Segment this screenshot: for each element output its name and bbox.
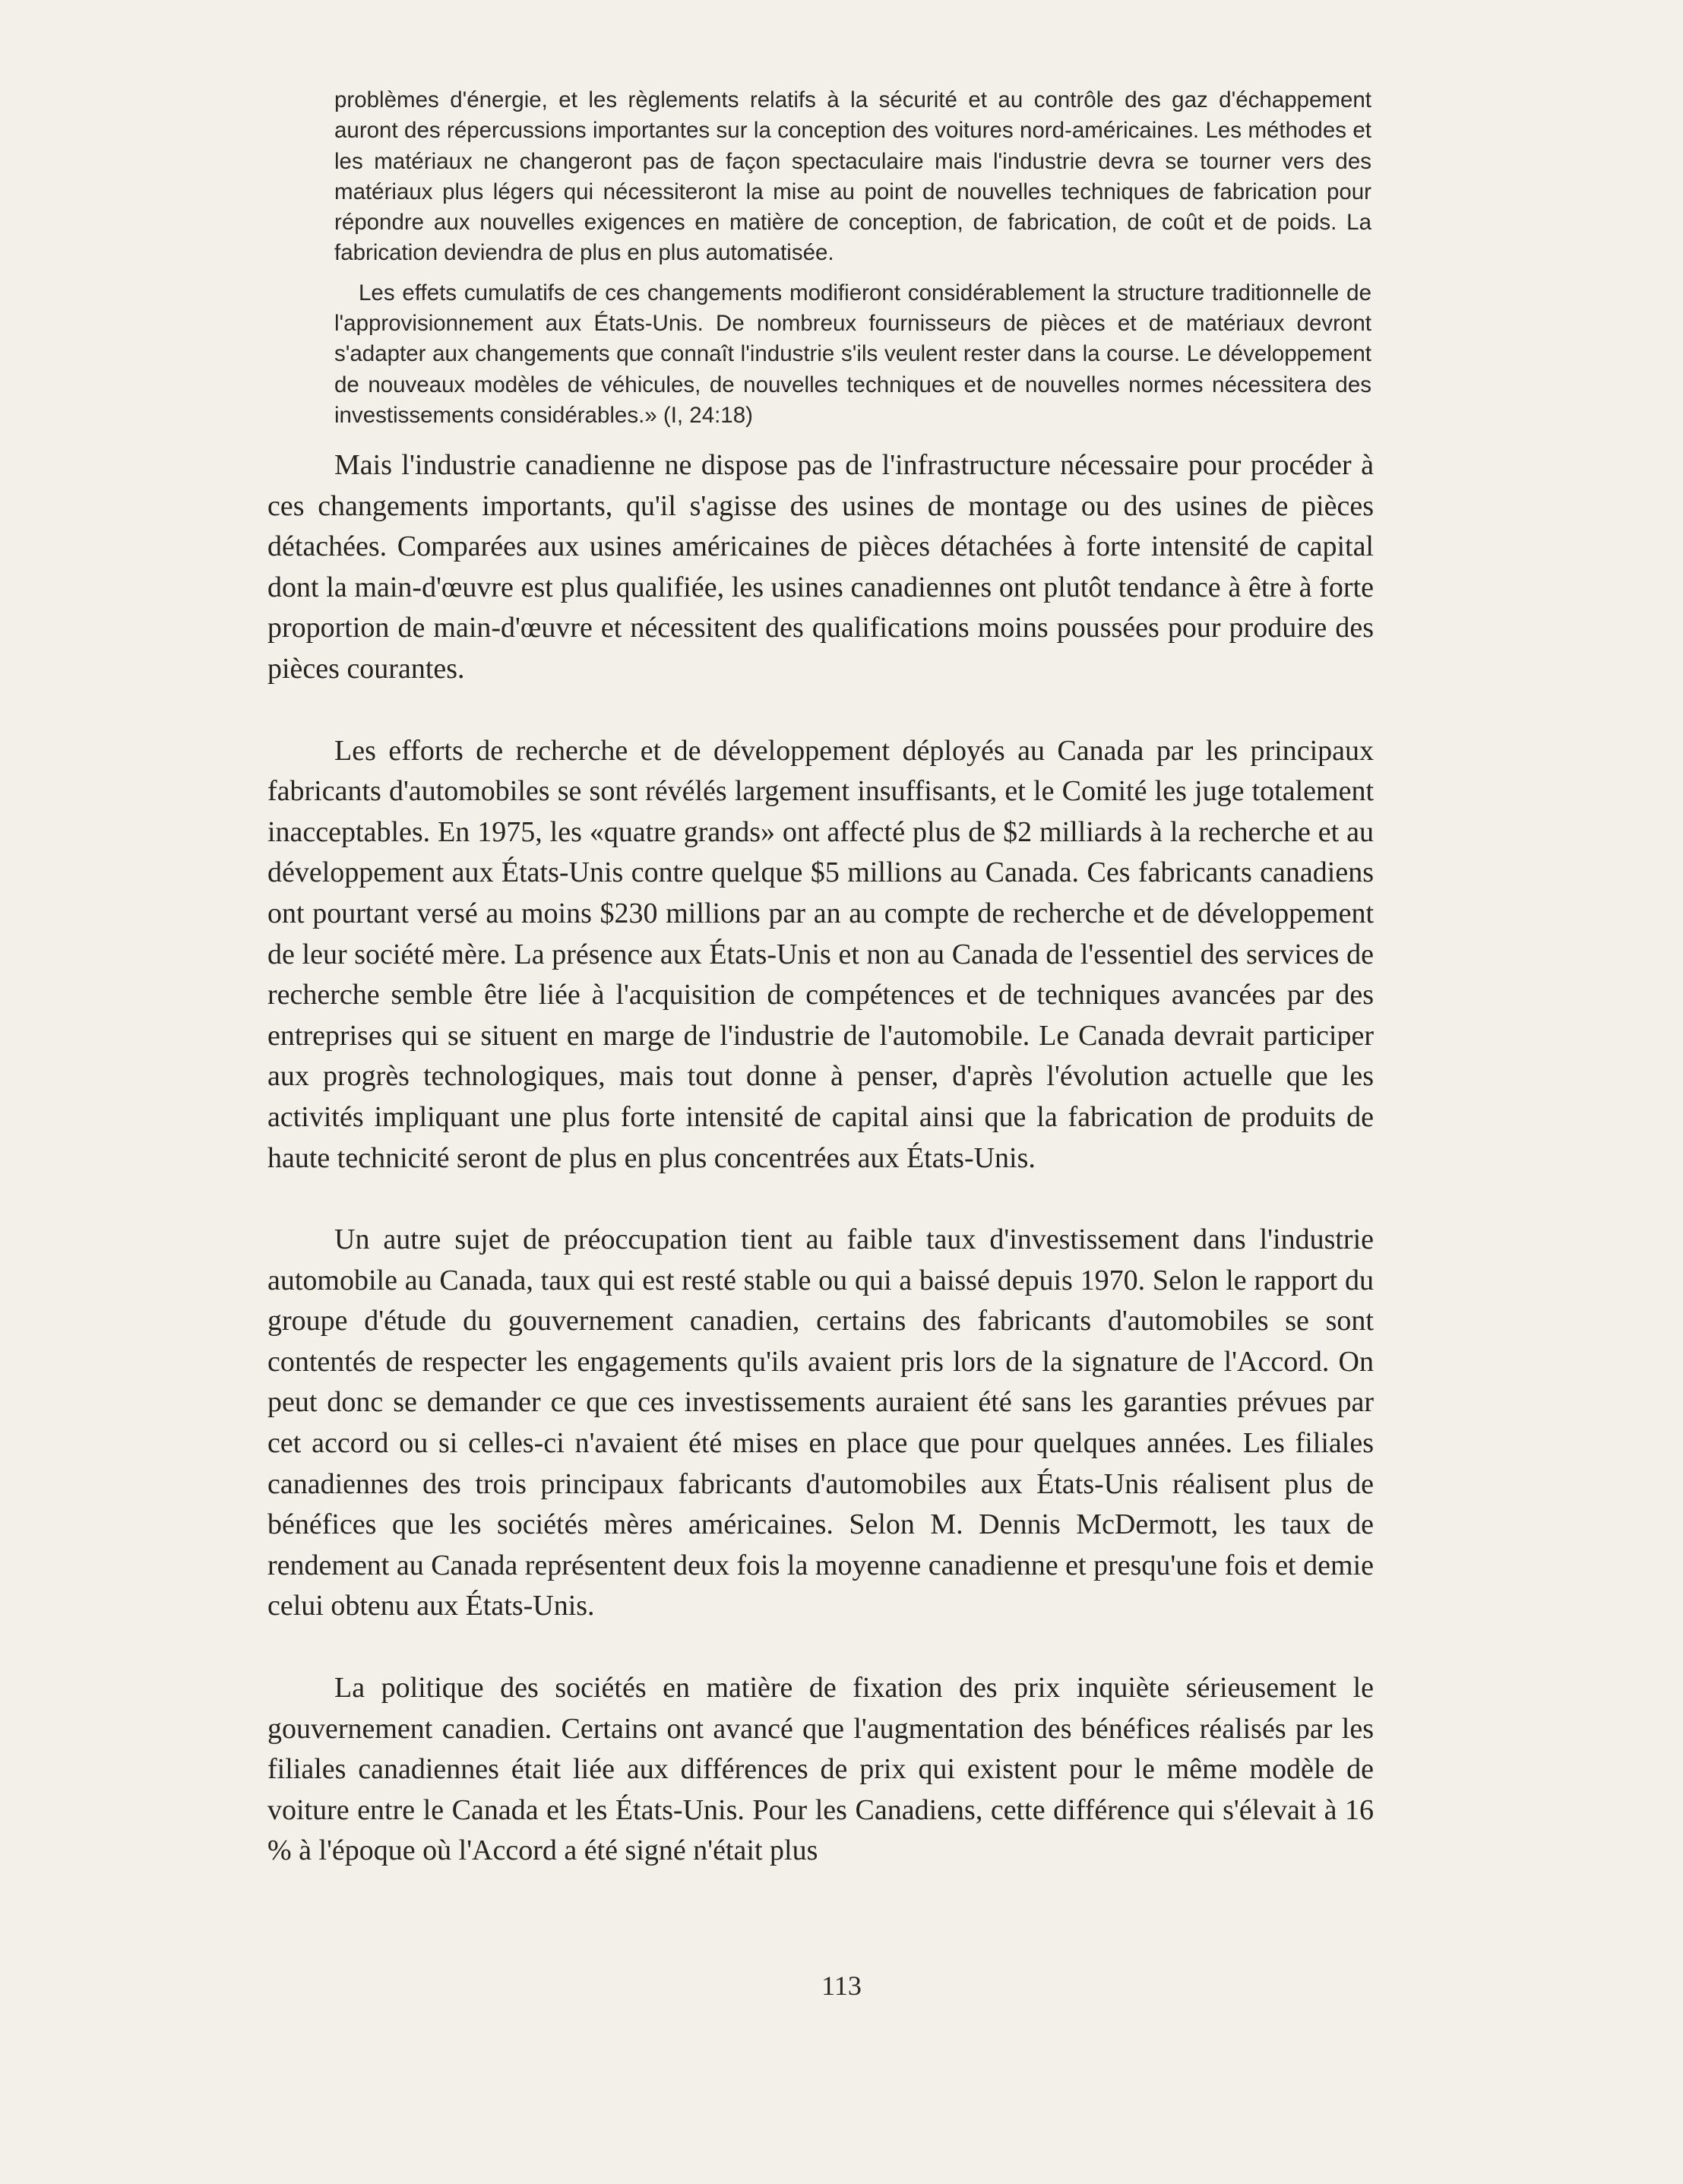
body-paragraph: La politique des sociétés en matière de fixation des prix inquiète sérieusement le gouvernement canadien. Certains ont avancé que l'augmentation des bénéfices réalisés par les filiales canadiennes était liée aux différences de prix qui existent pour le même modèle de voiture entre le Canada et les États-Unis. Pour les Canadiens, cette différence qui s'élevait à 16 % à l'époque où l'Accord a été signé n'était plus (267, 1672, 1374, 1867)
block-quote (334, 85, 1371, 431)
body-paragraph: Un autre sujet de préoccupation tient au faible taux d'investissement dans l'industrie automobile au Canada, taux qui est resté stable ou qui a baissé depuis 1970. Selon le rapport du groupe d'étude du gouvernement canadien, certains des fabricants d'automobiles se sont contentés de respecter les engagements qu'ils avaient pris lors de la signature de l'Accord. On peut donc se demander ce que ces investissements auraient été sans les garanties prévues par cet accord ou si celles-ci n'avaient été mises en place que pour quelques années. Les filiales canadiennes des trois principaux fabricants d'automobiles aux États-Unis réalisent plus de bénéfices que les sociétés mères américaines. Selon M. Dennis McDermott, les taux de rendement au Canada représentent deux fois la moyenne canadienne et presqu'une fois et demie celui obtenu aux États-Unis. (267, 1223, 1374, 1622)
body-paragraph: Mais l'industrie canadienne ne dispose pas de l'infrastructure nécessaire pour procéder à ces changements importants, qu'il s'agisse des usines de montage ou des usines de pièces détachées. Comparées aux usines américaines de pièces détachées à forte intensité de capital dont la main-d'œuvre est plus qualifiée, les usines canadiennes ont plutôt tendance à être à forte proportion de main-d'œuvre et nécessitent des qualifications moins poussées pour produire des pièces courantes. (267, 449, 1374, 685)
body-text (267, 445, 1374, 1872)
quote-paragraph: Les effets cumulatifs de ces changements modifieront considérablement la structure traditionnelle de l'approvisionnement aux États-Unis. De nombreux fournisseurs de pièces et de matériaux devront s'adapter aux changements que connaît l'industrie s'ils veulent rester dans la course. Le développement de nouveaux modèles de véhicules, de nouvelles techniques et de nouvelles normes nécessitera des investissements considérables.» (I, 24:18) (334, 280, 1371, 428)
quote-paragraph: problèmes d'énergie, et les règlements relatifs à la sécurité et au contrôle des gaz d'échappement auront des répercussions importantes sur la conception des voitures nord-américaines. Les méthodes et les matériaux ne changeront pas de façon spectaculaire mais l'industrie devra se tourner vers des matériaux plus légers qui nécessiteront la mise au point de nouvelles techniques de fabrication pour répondre aux nouvelles exigences en matière de conception, de fabrication, de coût et de poids. La fabrication deviendra de plus en plus automatisée. (334, 87, 1371, 266)
page-number: 113 (821, 1970, 862, 2001)
body-paragraph: Les efforts de recherche et de développement déployés au Canada par les principaux fabricants d'automobiles se sont révélés largement insuffisants, et le Comité les juge totalement inacceptables. En 1975, les «quatre grands» ont affecté plus de $2 milliards à la recherche et au développement aux États-Unis contre quelque $5 millions au Canada. Ces fabricants canadiens ont pourtant versé au moins $230 millions par an au compte de recherche et de développement de leur société mère. La présence aux États-Unis et non au Canada de l'essentiel des services de recherche semble être liée à l'acquisition de compétences et de techniques avancées par des entreprises qui se situent en marge de l'industrie de l'automobile. Le Canada devrait participer aux progrès technologiques, mais tout donne à penser, d'après l'évolution actuelle que les activités impliquant une plus forte intensité de capital ainsi que la fabrication de produits de haute technicité seront de plus en plus concentrées aux États-Unis. (267, 734, 1374, 1174)
